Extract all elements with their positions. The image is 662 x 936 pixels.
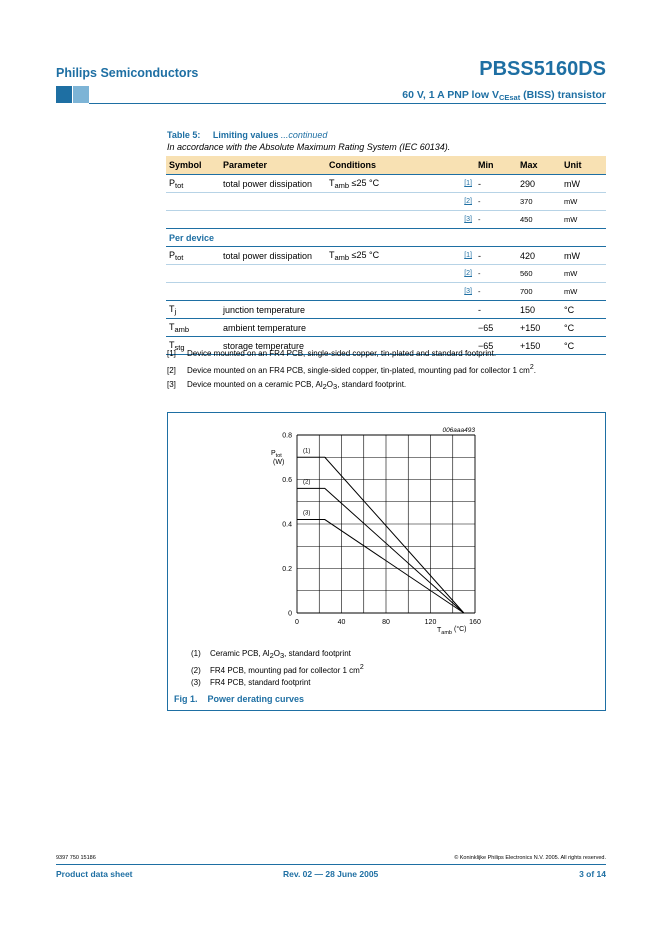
y-axis-label: $P_{tot}$ <box>271 450 282 459</box>
y-tick-label: 0.4 <box>282 521 292 529</box>
product-title: PBSS5160DS <box>479 58 606 80</box>
note-link[interactable]: [3] <box>457 211 475 229</box>
figure-code: 006aaa493 <box>442 427 475 434</box>
chart-grid <box>297 435 475 613</box>
note-link[interactable]: [2] <box>457 193 475 211</box>
note-link[interactable]: [3] <box>457 283 475 301</box>
col-min: Min <box>475 156 517 175</box>
x-tick-label: 160 <box>469 619 481 626</box>
table-header-row <box>166 156 606 175</box>
table-row: $T_{stg}$ storage temperature −65 +150 °C <box>166 337 606 355</box>
col-parameter: Parameter <box>220 156 326 175</box>
footer-page-number: 3 of 14 <box>579 869 606 879</box>
table-row: [3] - 450 mW <box>166 211 606 229</box>
logo-square-light <box>73 86 89 103</box>
table-note-1: [1] Device mounted on an FR4 PCB, single-sided copper, tin-plated and standard footprint. <box>167 349 497 358</box>
copyright: © Koninklijke Philips Electronics N.V. 2005. All rights reserved. <box>454 855 606 861</box>
series-label-1: (1) <box>303 448 311 455</box>
note-link[interactable]: [1] <box>457 247 475 265</box>
logo-square-dark <box>56 86 72 103</box>
figure-caption: Fig 1. Power derating curves <box>174 694 305 704</box>
document-id: 9397 750 15186 <box>56 855 96 861</box>
x-axis-label: $T_{amb}$ <box>437 627 452 636</box>
x-tick-label: 120 <box>424 619 437 626</box>
col-symbol: Symbol <box>166 156 220 175</box>
table-row: $P_{tot}$ total power dissipation $T_{amb} \le 25$ °C [1] - 420 mW <box>166 247 606 265</box>
table-section-row <box>166 229 606 247</box>
section-per-device: Per device <box>166 229 606 247</box>
table-row: [3] - 700 mW <box>166 283 606 301</box>
col-max: Max <box>517 156 561 175</box>
y-tick-label: 0.2 <box>282 566 292 573</box>
table-note-2: [2] Device mounted on an FR4 PCB, single-sided copper, tin-plated, mounting pad for collector 1 cm2. <box>167 364 536 375</box>
x-tick-label: 40 <box>337 619 346 626</box>
derating-chart <box>167 412 606 652</box>
table-intro: In accordance with the Absolute Maximum Rating System (IEC 60134). <box>167 142 451 152</box>
header-rule <box>89 103 606 104</box>
x-axis-unit: (°C) <box>454 626 467 633</box>
series-line-2 <box>297 488 464 613</box>
footer-rule <box>56 864 606 865</box>
table-row: [2] - 560 mW <box>166 265 606 283</box>
col-unit: Unit <box>561 156 606 175</box>
company-name: Philips Semiconductors <box>56 66 199 80</box>
x-tick-label: 0 <box>295 619 299 626</box>
table-note-3: [3] Device mounted on a ceramic PCB, Al2O3, standard footprint. <box>167 380 407 391</box>
table-caption: Table 5: Limiting values ...continued <box>167 130 328 140</box>
product-subtitle: 60 V, 1 A PNP low $V_{CEsat}$ (BISS) transistor <box>402 89 606 102</box>
series-label-2: (2) <box>303 479 311 486</box>
series-line-3 <box>297 520 464 613</box>
table-row: $P_{tot}$ total power dissipation $T_{amb} \le 25$ °C [1] - 290 mW <box>166 175 606 193</box>
series-label-3: (3) <box>303 510 311 517</box>
y-tick-label: 0 <box>288 610 292 618</box>
legend-item-1: (1) Ceramic PCB, Al2O3, standard footprint <box>191 649 351 660</box>
legend-item-2: (2) FR4 PCB, mounting pad for collector 1 cm2 <box>191 664 364 675</box>
y-tick-label: 0.6 <box>282 477 292 484</box>
x-tick-label: 80 <box>382 619 390 626</box>
note-link[interactable]: [1] <box>457 175 475 193</box>
limiting-values-table <box>166 156 606 355</box>
y-axis-unit: (W) <box>273 459 285 466</box>
col-conditions: Conditions <box>326 156 457 175</box>
table-row: $T_{amb}$ ambient temperature −65 +150 °C <box>166 319 606 337</box>
table-row: $T_j$ junction temperature - 150 °C <box>166 301 606 319</box>
series-line-1 <box>297 457 464 613</box>
y-tick-label: 0.8 <box>282 432 292 440</box>
note-link[interactable]: [2] <box>457 265 475 283</box>
footer-revision: Rev. 02 — 28 June 2005 <box>283 869 379 879</box>
footer-doc-type: Product data sheet <box>56 869 133 879</box>
legend-item-3: (3) FR4 PCB, standard footprint <box>191 678 311 687</box>
table-row: [2] - 370 mW <box>166 193 606 211</box>
